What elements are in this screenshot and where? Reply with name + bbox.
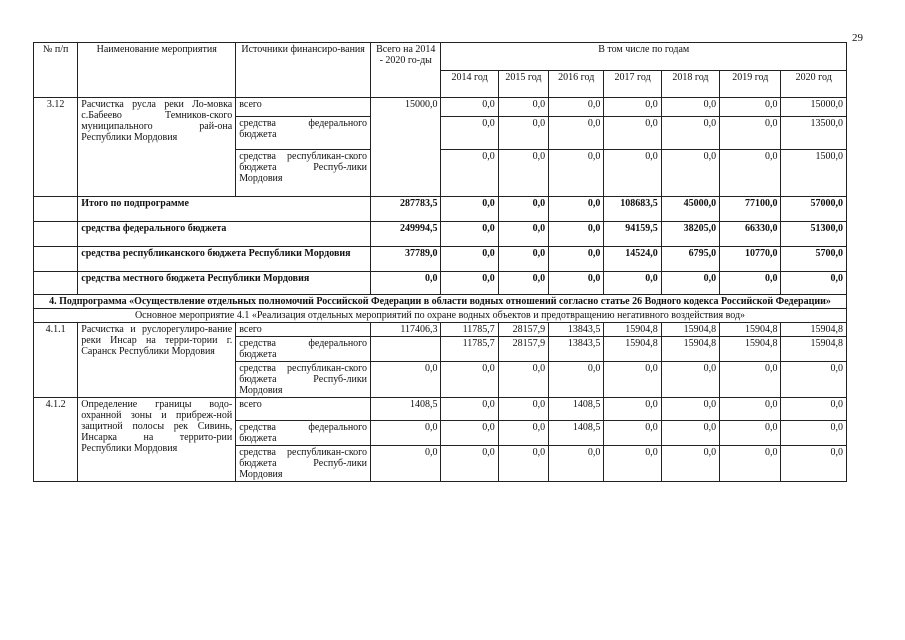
header-year: 2015 год xyxy=(498,70,548,98)
source-cell: средства федерального бюджета xyxy=(236,421,371,446)
main-event-title: Основное мероприятие 4.1 «Реализация отдельных мероприятий по охране водных объектов и предотвращению негативного воздействия вод» xyxy=(34,309,847,323)
value-cell: 0,0 xyxy=(661,98,719,117)
value-cell: 0,0 xyxy=(441,150,498,197)
item-name: Определение границы водо-охранной зоны и прибреж-ной защитной полосы рек Сивинь, Инсарка на террито-рии Республики Мордовия xyxy=(78,398,236,482)
source-cell: средства федерального бюджета xyxy=(236,337,371,362)
source-cell: средства федерального бюджета xyxy=(236,116,371,149)
section-title-row xyxy=(34,295,847,309)
value-cell: 0,0 xyxy=(441,116,498,149)
value-cell: 0,0 xyxy=(441,446,498,482)
value-cell: 10770,0 xyxy=(720,247,781,272)
totals-row xyxy=(34,272,847,295)
value-cell: 0,0 xyxy=(498,247,548,272)
header-row xyxy=(34,43,847,71)
totals-row xyxy=(34,222,847,247)
source-cell: средства республикан-ского бюджета Респуб-лики Мордовия xyxy=(236,362,371,398)
value-cell: 15904,8 xyxy=(661,323,719,337)
value-cell: 77100,0 xyxy=(720,197,781,222)
value-cell: 0,0 xyxy=(604,272,661,295)
value-cell: 11785,7 xyxy=(441,323,498,337)
value-cell: 14524,0 xyxy=(604,247,661,272)
value-cell: 6795,0 xyxy=(661,247,719,272)
value-cell: 13843,5 xyxy=(549,323,604,337)
value-cell: 28157,9 xyxy=(498,323,548,337)
value-cell: 0,0 xyxy=(549,446,604,482)
header-year: 2018 год xyxy=(661,70,719,98)
value-cell: 0,0 xyxy=(720,150,781,197)
value-cell: 0,0 xyxy=(498,116,548,149)
header-name: Наименование мероприятия xyxy=(78,43,236,98)
value-cell: 0,0 xyxy=(661,116,719,149)
value-cell: 0,0 xyxy=(781,421,847,446)
value-cell: 0,0 xyxy=(661,398,719,421)
value-cell: 0,0 xyxy=(441,398,498,421)
value-cell: 0,0 xyxy=(549,247,604,272)
total-cell: 0,0 xyxy=(371,362,441,398)
totals-row xyxy=(34,247,847,272)
table-row xyxy=(34,98,847,117)
value-cell: 0,0 xyxy=(604,398,661,421)
value-cell: 0,0 xyxy=(549,222,604,247)
header-year: 2019 год xyxy=(720,70,781,98)
value-cell: 15904,8 xyxy=(604,323,661,337)
section-title: 4. Подпрограмма «Осуществление отдельных полномочий Российской Федерации в области водных отношений согласно статье 26 Водного кодекса Российской Федерации» xyxy=(34,295,847,309)
source-cell: средства республикан-ского бюджета Респуб-лики Мордовия xyxy=(236,446,371,482)
main-event-row xyxy=(34,309,847,323)
value-cell: 0,0 xyxy=(441,362,498,398)
value-cell: 1408,5 xyxy=(549,398,604,421)
value-cell: 0,0 xyxy=(604,446,661,482)
total-cell: 37789,0 xyxy=(371,247,441,272)
total-cell: 15000,0 xyxy=(371,98,441,197)
header-years-group: В том числе по годам xyxy=(441,43,847,71)
total-cell: 0,0 xyxy=(371,446,441,482)
value-cell: 0,0 xyxy=(720,446,781,482)
total-cell: 0,0 xyxy=(371,421,441,446)
value-cell: 13843,5 xyxy=(549,337,604,362)
header-year: 2017 год xyxy=(604,70,661,98)
value-cell: 0,0 xyxy=(498,98,548,117)
value-cell: 51300,0 xyxy=(781,222,847,247)
source-cell: средства республикан-ского бюджета Респуб-лики Мордовия xyxy=(236,150,371,197)
value-cell: 66330,0 xyxy=(720,222,781,247)
total-cell: 117406,3 xyxy=(371,323,441,337)
source-cell: всего xyxy=(236,323,371,337)
value-cell: 5700,0 xyxy=(781,247,847,272)
value-cell: 0,0 xyxy=(498,362,548,398)
header-num: № п/п xyxy=(34,43,78,98)
value-cell: 45000,0 xyxy=(661,197,719,222)
value-cell: 13500,0 xyxy=(781,116,847,149)
value-cell: 15904,8 xyxy=(781,337,847,362)
value-cell: 0,0 xyxy=(720,362,781,398)
header-year: 2020 год xyxy=(781,70,847,98)
value-cell: 0,0 xyxy=(498,222,548,247)
totals-label: средства федерального бюджета xyxy=(78,222,371,247)
value-cell: 15904,8 xyxy=(661,337,719,362)
value-cell: 0,0 xyxy=(441,222,498,247)
item-number: 4.1.1 xyxy=(34,323,78,398)
value-cell: 0,0 xyxy=(661,446,719,482)
header-year: 2014 год xyxy=(441,70,498,98)
value-cell: 0,0 xyxy=(441,247,498,272)
financing-table xyxy=(33,42,847,482)
value-cell: 0,0 xyxy=(781,398,847,421)
value-cell: 0,0 xyxy=(604,421,661,446)
value-cell: 15904,8 xyxy=(720,337,781,362)
value-cell: 0,0 xyxy=(441,272,498,295)
value-cell: 0,0 xyxy=(549,272,604,295)
totals-label: средства республиканского бюджета Республики Мордовия xyxy=(78,247,371,272)
value-cell: 15904,8 xyxy=(781,323,847,337)
value-cell: 0,0 xyxy=(720,272,781,295)
value-cell: 0,0 xyxy=(720,116,781,149)
value-cell: 0,0 xyxy=(781,362,847,398)
value-cell: 0,0 xyxy=(498,272,548,295)
value-cell: 0,0 xyxy=(441,98,498,117)
value-cell: 11785,7 xyxy=(441,337,498,362)
value-cell: 15904,8 xyxy=(720,323,781,337)
value-cell: 0,0 xyxy=(498,421,548,446)
table-row xyxy=(34,398,847,421)
value-cell: 38205,0 xyxy=(661,222,719,247)
table-row xyxy=(34,323,847,337)
value-cell: 0,0 xyxy=(661,421,719,446)
total-cell: 287783,5 xyxy=(371,197,441,222)
value-cell: 0,0 xyxy=(720,98,781,117)
value-cell: 15000,0 xyxy=(781,98,847,117)
value-cell: 0,0 xyxy=(498,398,548,421)
value-cell: 0,0 xyxy=(781,446,847,482)
value-cell: 108683,5 xyxy=(604,197,661,222)
value-cell: 0,0 xyxy=(604,116,661,149)
totals-label: Итого по подпрограмме xyxy=(78,197,371,222)
item-name: Расчистка и руслорегулиро-вание реки Инсар на терри-тории г. Саранск Республики Мордовия xyxy=(78,323,236,398)
value-cell: 0,0 xyxy=(604,362,661,398)
totals-row xyxy=(34,197,847,222)
page-number: 29 xyxy=(852,32,863,44)
item-number: 4.1.2 xyxy=(34,398,78,482)
value-cell: 0,0 xyxy=(498,150,548,197)
header-year: 2016 год xyxy=(549,70,604,98)
value-cell: 0,0 xyxy=(549,150,604,197)
value-cell: 0,0 xyxy=(781,272,847,295)
total-cell: 1408,5 xyxy=(371,398,441,421)
header-source: Источники финансиро-вания xyxy=(236,43,371,98)
value-cell: 0,0 xyxy=(604,98,661,117)
item-number: 3.12 xyxy=(34,98,78,197)
value-cell: 1408,5 xyxy=(549,421,604,446)
value-cell: 94159,5 xyxy=(604,222,661,247)
value-cell: 0,0 xyxy=(441,421,498,446)
value-cell: 0,0 xyxy=(661,272,719,295)
value-cell: 0,0 xyxy=(604,150,661,197)
totals-label: средства местного бюджета Республики Мордовия xyxy=(78,272,371,295)
item-name: Расчистка русла реки Ло-мовка с.Бабеево Темников-ского муниципального рай-она Республики Мордовия xyxy=(78,98,236,197)
total-cell xyxy=(371,337,441,362)
value-cell: 28157,9 xyxy=(498,337,548,362)
value-cell: 0,0 xyxy=(549,116,604,149)
value-cell: 15904,8 xyxy=(604,337,661,362)
value-cell: 0,0 xyxy=(720,421,781,446)
value-cell: 57000,0 xyxy=(781,197,847,222)
value-cell: 0,0 xyxy=(441,197,498,222)
value-cell: 1500,0 xyxy=(781,150,847,197)
value-cell: 0,0 xyxy=(720,398,781,421)
value-cell: 0,0 xyxy=(549,197,604,222)
total-cell: 0,0 xyxy=(371,272,441,295)
source-cell: всего xyxy=(236,98,371,117)
header-total: Всего на 2014 - 2020 го-ды xyxy=(371,43,441,98)
value-cell: 0,0 xyxy=(549,362,604,398)
source-cell: всего xyxy=(236,398,371,421)
value-cell: 0,0 xyxy=(549,98,604,117)
value-cell: 0,0 xyxy=(498,446,548,482)
value-cell: 0,0 xyxy=(661,362,719,398)
value-cell: 0,0 xyxy=(498,197,548,222)
value-cell: 0,0 xyxy=(661,150,719,197)
total-cell: 249994,5 xyxy=(371,222,441,247)
